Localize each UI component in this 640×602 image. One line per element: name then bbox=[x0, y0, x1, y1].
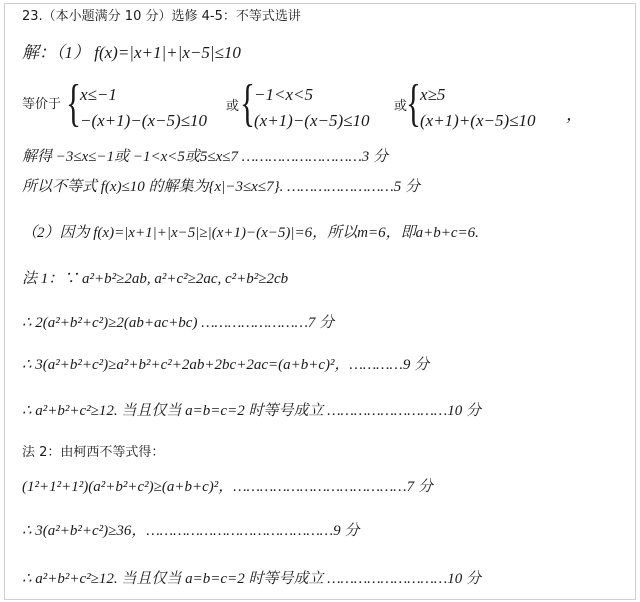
left-brace: { bbox=[66, 75, 81, 132]
part1-solve: 解得 −3≤x≤−1或 −1<x<5或5≤x≤7 ………………………3 分 bbox=[22, 149, 389, 165]
method1-label: 法 1：∵ a²+b²≥2ab, a²+c²≥2ac, c²+b²≥2cb bbox=[22, 271, 289, 287]
case1-condition: x≤−1 bbox=[80, 85, 117, 104]
method1-step3: ∴ a²+b²+c²≥12. 当且仅当 a=b=c=2 时等号成立 ………………………10 分 bbox=[22, 403, 481, 419]
case3-condition: x≥5 bbox=[420, 85, 446, 104]
or-connector: 或 bbox=[394, 99, 408, 114]
case3-inequality: (x+1)+(x−5)≤10 bbox=[420, 111, 536, 130]
method1-step2: ∴ 3(a²+b²+c²)≥a²+b²+c²+2ab+2bc+2ac=(a+b+c)²，…………9 分 bbox=[22, 357, 430, 373]
problem-header: 23.（本小题满分 10 分）选修 4-5：不等式选讲 bbox=[22, 9, 301, 24]
equiv-label: 等价于 bbox=[22, 97, 62, 112]
case2-condition: −1<x<5 bbox=[254, 85, 313, 104]
method2-label: 法 2：由柯西不等式得： bbox=[22, 445, 165, 460]
part1-result: 所以不等式 f(x)≤10 的解集为{x|−3≤x≤7}. ……………………5 分 bbox=[22, 179, 421, 195]
case2-inequality: (x+1)−(x−5)≤10 bbox=[254, 111, 370, 130]
method1-step1: ∴ 2(a²+b²+c²)≥2(ab+ac+bc) ……………………7 分 bbox=[22, 315, 335, 331]
or-connector: 或 bbox=[226, 99, 240, 114]
part2-intro: （2）因为 f(x)=|x+1|+|x−5|≥|(x+1)−(x−5)|=6，所以m=6，即a+b+c=6. bbox=[22, 225, 479, 241]
method2-step2: ∴ 3(a²+b²+c²)≥36，……………………………………9 分 bbox=[22, 523, 360, 539]
left-brace: { bbox=[240, 75, 255, 132]
left-brace: { bbox=[406, 75, 421, 132]
part1-intro: 解：（1） f(x)=|x+1|+|x−5|≤10 bbox=[22, 43, 241, 62]
case-end-punct: ， bbox=[566, 105, 583, 124]
case1-inequality: −(x+1)−(x−5)≤10 bbox=[80, 111, 207, 130]
method2-step3: ∴ a²+b²+c²≥12. 当且仅当 a=b=c=2 时等号成立 ………………………10 分 bbox=[22, 571, 481, 587]
method2-step1: (1²+1²+1²)(a²+b²+c²)≥(a+b+c)²，…………………………………7 分 bbox=[22, 479, 433, 495]
